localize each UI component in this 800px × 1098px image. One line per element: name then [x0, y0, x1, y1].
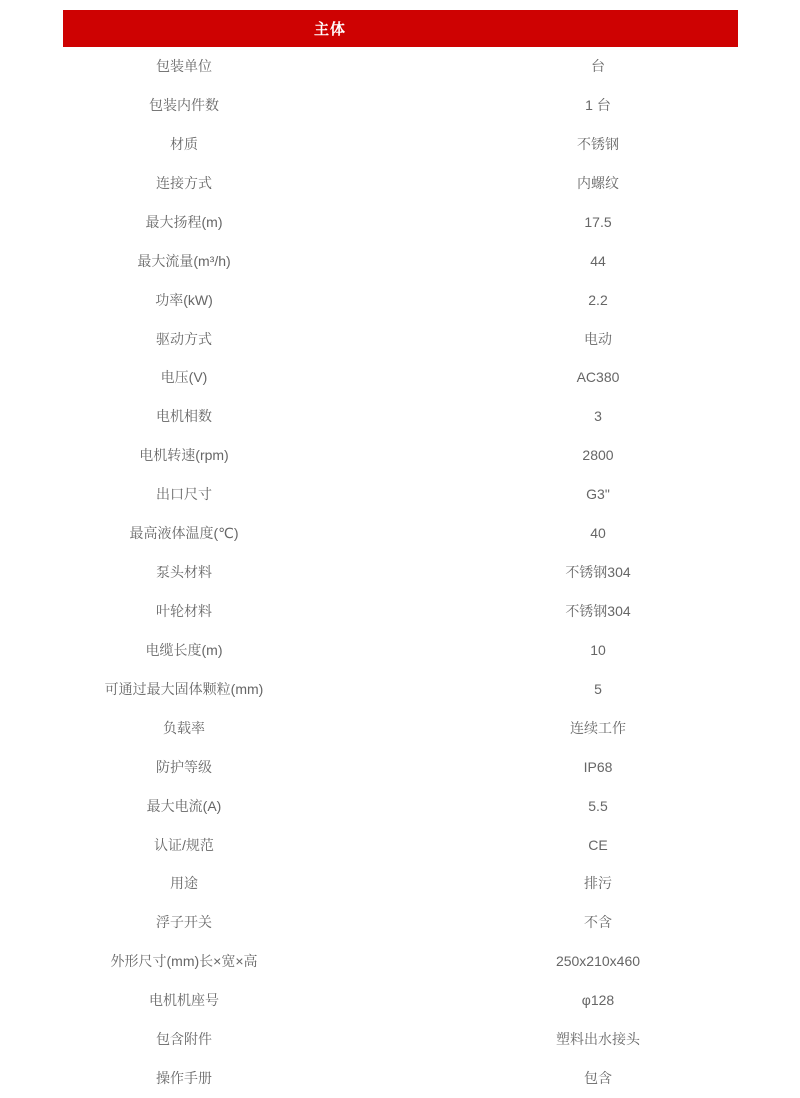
spec-row [63, 553, 738, 592]
spec-label: 认证/规范 [154, 836, 214, 853]
spec-value: 2.2 [588, 291, 608, 308]
spec-label: 最大流量(m³/h) [137, 252, 231, 269]
spec-value: 不锈钢304 [565, 602, 631, 619]
spec-label: 浮子开关 [156, 914, 212, 931]
spec-value: 5 [594, 680, 602, 697]
spec-row [63, 670, 738, 709]
spec-value: 内螺纹 [577, 174, 619, 191]
spec-row [63, 748, 738, 787]
spec-label: 用途 [170, 875, 198, 892]
spec-row [63, 436, 738, 475]
spec-row [63, 203, 738, 242]
spec-label: 外形尺寸(mm)长×宽×高 [110, 953, 258, 970]
spec-value: 连续工作 [570, 719, 626, 736]
spec-label: 电缆长度(m) [145, 641, 223, 658]
spec-value: 44 [590, 252, 606, 269]
spec-value: 塑料出水接头 [556, 1031, 640, 1048]
spec-row [63, 1059, 738, 1098]
spec-row [63, 825, 738, 864]
spec-label: 电压(V) [160, 369, 208, 386]
spec-row [63, 164, 738, 203]
spec-label: 电机相数 [156, 408, 212, 425]
spec-label: 材质 [170, 135, 198, 152]
spec-value: AC380 [576, 369, 620, 386]
spec-value: IP68 [583, 758, 613, 775]
spec-label: 泵头材料 [156, 564, 212, 581]
spec-row [63, 631, 738, 670]
spec-label: 叶轮材料 [156, 602, 212, 619]
spec-value: 不含 [584, 914, 612, 931]
spec-row [63, 397, 738, 436]
spec-value: 电动 [584, 330, 612, 347]
spec-label: 最大电流(A) [146, 797, 222, 814]
spec-value: 2800 [582, 447, 614, 464]
spec-row [63, 319, 738, 358]
spec-value: 40 [590, 525, 606, 542]
spec-row [63, 787, 738, 826]
spec-row [63, 281, 738, 320]
spec-row [63, 942, 738, 981]
spec-row [63, 242, 738, 281]
section-header-bar [63, 10, 738, 47]
spec-row [63, 86, 738, 125]
spec-value: 17.5 [584, 213, 612, 230]
spec-row [63, 475, 738, 514]
spec-label: 负载率 [163, 719, 205, 736]
spec-value: 台 [591, 58, 605, 75]
spec-value: 排污 [584, 875, 612, 892]
spec-row [63, 981, 738, 1020]
spec-label: 包含附件 [156, 1031, 212, 1048]
spec-label: 功率(kW) [155, 291, 213, 308]
spec-label: 包装单位 [156, 58, 212, 75]
spec-value: 1 台 [585, 96, 611, 113]
spec-row [63, 592, 738, 631]
spec-value: 不锈钢304 [565, 564, 631, 581]
spec-row [63, 864, 738, 903]
spec-row [63, 514, 738, 553]
spec-label: 最大扬程(m) [145, 213, 223, 230]
spec-table [63, 0, 738, 1098]
spec-value: CE [588, 836, 608, 853]
spec-row [63, 47, 738, 86]
spec-value: 250x210x460 [555, 953, 641, 970]
spec-label: 防护等级 [156, 758, 212, 775]
spec-value: 3 [594, 408, 602, 425]
spec-row [63, 1020, 738, 1059]
spec-label: 操作手册 [156, 1070, 212, 1087]
spec-label: 电机转速(rpm) [139, 447, 229, 464]
spec-label: 出口尺寸 [156, 486, 212, 503]
spec-row [63, 709, 738, 748]
spec-value: 10 [590, 641, 606, 658]
spec-row [63, 903, 738, 942]
spec-row [63, 125, 738, 164]
spec-label: 驱动方式 [156, 330, 212, 347]
spec-value: G3" [586, 486, 610, 503]
spec-value: 5.5 [588, 797, 608, 814]
spec-value: 包含 [584, 1070, 612, 1087]
spec-label: 可通过最大固体颗粒(mm) [104, 680, 264, 697]
spec-label: 连接方式 [156, 174, 212, 191]
spec-value: φ128 [581, 992, 615, 1009]
section-header-title: 主体 [313, 21, 346, 38]
spec-row [63, 358, 738, 397]
spec-label: 包装内件数 [149, 96, 219, 113]
spec-table-body [63, 47, 738, 1098]
spec-value: 不锈钢 [577, 135, 619, 152]
spec-label: 电机机座号 [149, 992, 219, 1009]
spec-label: 最高液体温度(℃) [129, 525, 239, 542]
